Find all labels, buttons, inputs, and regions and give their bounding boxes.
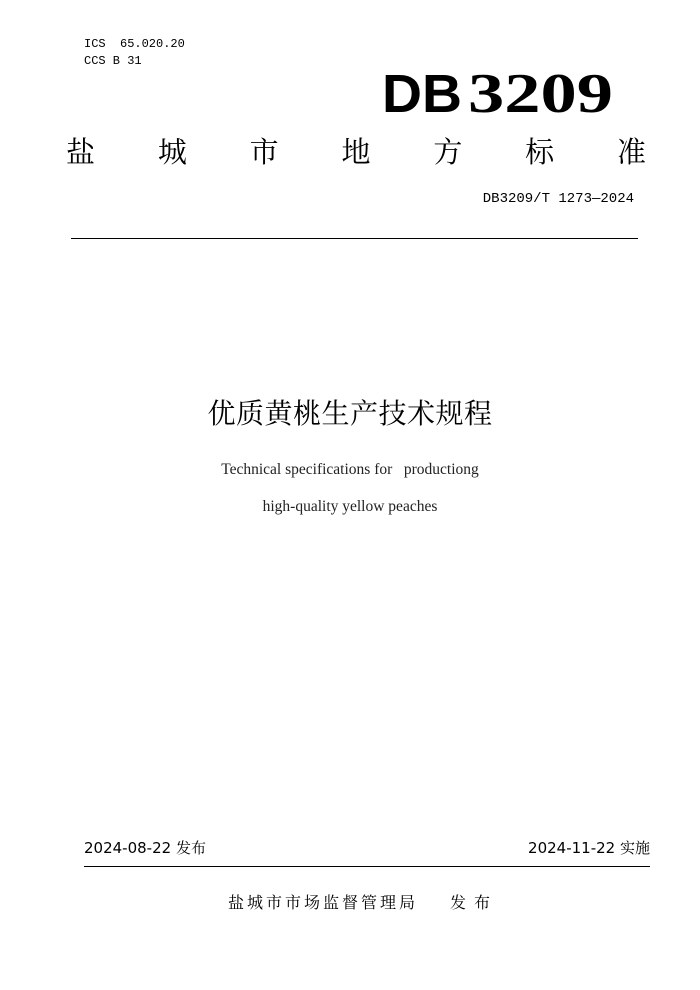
db-logo-prefix: DB: [382, 64, 462, 122]
implement-date: 2024-11-22 实施: [528, 839, 650, 857]
standard-type-char: 方: [433, 135, 463, 169]
standard-type-char: 地: [341, 135, 371, 169]
standard-type-char: 市: [249, 135, 279, 169]
publish-date: 2024-08-22 发布: [84, 839, 206, 857]
standard-number: DB3209/T 1273—2024: [482, 191, 634, 207]
title-chinese: 优质黄桃生产技术规程: [207, 397, 493, 430]
standard-type-char: 标: [525, 135, 555, 169]
issuer-name: 盐城市市场监督管理局: [228, 893, 419, 912]
standard-type-char: 城: [157, 135, 187, 169]
standard-type-char: 准: [616, 135, 646, 169]
db-logo-number: 3209: [468, 63, 613, 122]
title-english-line2: high-quality yellow peaches: [262, 498, 438, 515]
bottom-divider: [84, 866, 650, 867]
standard-type-heading: [66, 132, 646, 172]
ics-code: ICS 65.020.20: [84, 37, 185, 51]
title-english-line1: Technical specifications for productiong: [221, 461, 479, 478]
top-divider: [71, 238, 638, 239]
ccs-code: CCS B 31: [84, 54, 142, 68]
issue-action: 发布: [450, 893, 499, 912]
standard-type-char: 盐: [66, 135, 96, 169]
db-logo: [380, 62, 620, 122]
